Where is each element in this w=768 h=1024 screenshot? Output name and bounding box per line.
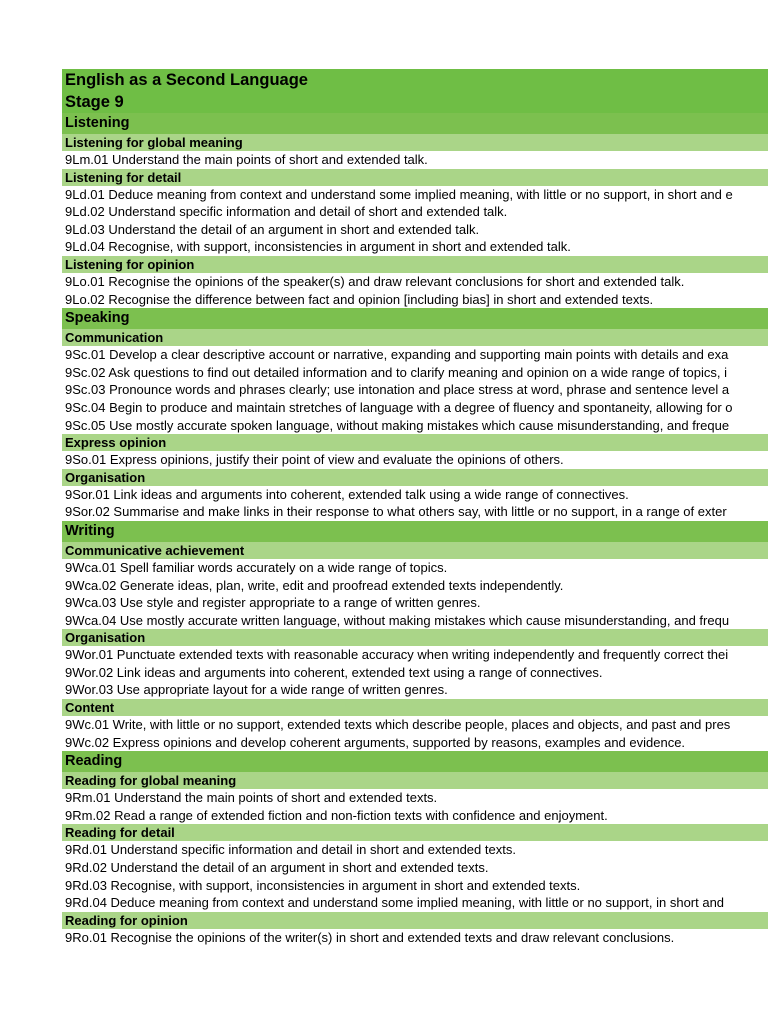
sheet-stage: Stage 9 bbox=[62, 91, 768, 113]
objective-row: 9Sor.02 Summarise and make links in their response to what others say, with little or no support, in a range of exter bbox=[62, 503, 768, 521]
subsection-header: Listening for detail bbox=[62, 169, 768, 186]
subsection-header: Express opinion bbox=[62, 434, 768, 451]
subsection-header: Content bbox=[62, 699, 768, 716]
objective-row: 9Ld.02 Understand specific information and detail of short and extended talk. bbox=[62, 203, 768, 221]
objective-row: 9Sc.02 Ask questions to find out detailed information and to clarify meaning and opinion on a wide range of topics, i bbox=[62, 364, 768, 382]
sheet-title: English as a Second Language bbox=[62, 69, 768, 91]
objective-row: 9Wor.03 Use appropriate layout for a wide range of written genres. bbox=[62, 681, 768, 699]
objective-row: 9Wca.02 Generate ideas, plan, write, edit and proofread extended texts independently. bbox=[62, 577, 768, 595]
subsection-header: Organisation bbox=[62, 629, 768, 646]
objective-row: 9Rd.02 Understand the detail of an argument in short and extended texts. bbox=[62, 859, 768, 877]
objective-row: 9Lo.02 Recognise the difference between fact and opinion [including bias] in short and extended texts. bbox=[62, 291, 768, 309]
objective-row: 9So.01 Express opinions, justify their point of view and evaluate the opinions of others. bbox=[62, 451, 768, 469]
objective-row: 9Rd.04 Deduce meaning from context and understand some implied meaning, with little or no support, in short and bbox=[62, 894, 768, 912]
objective-row: 9Sc.03 Pronounce words and phrases clearly; use intonation and place stress at word, phrase and sentence level a bbox=[62, 381, 768, 399]
section-header: Listening bbox=[62, 113, 768, 134]
subsection-header: Reading for global meaning bbox=[62, 772, 768, 789]
objective-row: 9Wc.02 Express opinions and develop coherent arguments, supported by reasons, examples and evidence. bbox=[62, 734, 768, 752]
subsection-header: Communicative achievement bbox=[62, 542, 768, 559]
sections-container bbox=[62, 113, 768, 946]
objective-row: 9Rm.01 Understand the main points of short and extended texts. bbox=[62, 789, 768, 807]
subsection-header: Communication bbox=[62, 329, 768, 346]
objective-row: 9Ld.03 Understand the detail of an argument in short and extended talk. bbox=[62, 221, 768, 239]
objective-row: 9Wca.03 Use style and register appropriate to a range of written genres. bbox=[62, 594, 768, 612]
subsection-header: Listening for global meaning bbox=[62, 134, 768, 151]
section-header: Reading bbox=[62, 751, 768, 772]
objective-row: 9Ld.04 Recognise, with support, inconsistencies in argument in short and extended talk. bbox=[62, 238, 768, 256]
section-header: Speaking bbox=[62, 308, 768, 329]
objective-row: 9Lm.01 Understand the main points of short and extended talk. bbox=[62, 151, 768, 169]
subsection-header: Reading for opinion bbox=[62, 912, 768, 929]
objective-row: 9Ro.01 Recognise the opinions of the writer(s) in short and extended texts and draw relevant conclusions. bbox=[62, 929, 768, 947]
objective-row: 9Wca.04 Use mostly accurate written language, without making mistakes which cause misunderstanding, and frequ bbox=[62, 612, 768, 630]
subsection-header: Listening for opinion bbox=[62, 256, 768, 273]
objective-row: 9Lo.01 Recognise the opinions of the speaker(s) and draw relevant conclusions for short and extended talk. bbox=[62, 273, 768, 291]
objective-row: 9Rm.02 Read a range of extended fiction and non-fiction texts with confidence and enjoyment. bbox=[62, 807, 768, 825]
objective-row: 9Rd.01 Understand specific information and detail in short and extended texts. bbox=[62, 841, 768, 859]
subsection-header: Organisation bbox=[62, 469, 768, 486]
objective-row: 9Sc.05 Use mostly accurate spoken language, without making mistakes which cause misunderstanding, and freque bbox=[62, 417, 768, 435]
objective-row: 9Wc.01 Write, with little or no support, extended texts which describe people, places and objects, and past and pres bbox=[62, 716, 768, 734]
objective-row: 9Wca.01 Spell familiar words accurately on a wide range of topics. bbox=[62, 559, 768, 577]
objective-row: 9Rd.03 Recognise, with support, inconsistencies in argument in short and extended texts. bbox=[62, 877, 768, 895]
subsection-header: Reading for detail bbox=[62, 824, 768, 841]
objective-row: 9Sc.01 Develop a clear descriptive account or narrative, expanding and supporting main points with details and exa bbox=[62, 346, 768, 364]
objective-row: 9Sor.01 Link ideas and arguments into coherent, extended talk using a wide range of connectives. bbox=[62, 486, 768, 504]
objective-row: 9Wor.02 Link ideas and arguments into coherent, extended text using a range of connectives. bbox=[62, 664, 768, 682]
objective-row: 9Wor.01 Punctuate extended texts with reasonable accuracy when writing independently and frequently correct thei bbox=[62, 646, 768, 664]
section-header: Writing bbox=[62, 521, 768, 542]
objective-row: 9Ld.01 Deduce meaning from context and understand some implied meaning, with little or no support, in short and e bbox=[62, 186, 768, 204]
objective-row: 9Sc.04 Begin to produce and maintain stretches of language with a degree of fluency and spontaneity, allowing for o bbox=[62, 399, 768, 417]
curriculum-sheet bbox=[62, 69, 768, 946]
